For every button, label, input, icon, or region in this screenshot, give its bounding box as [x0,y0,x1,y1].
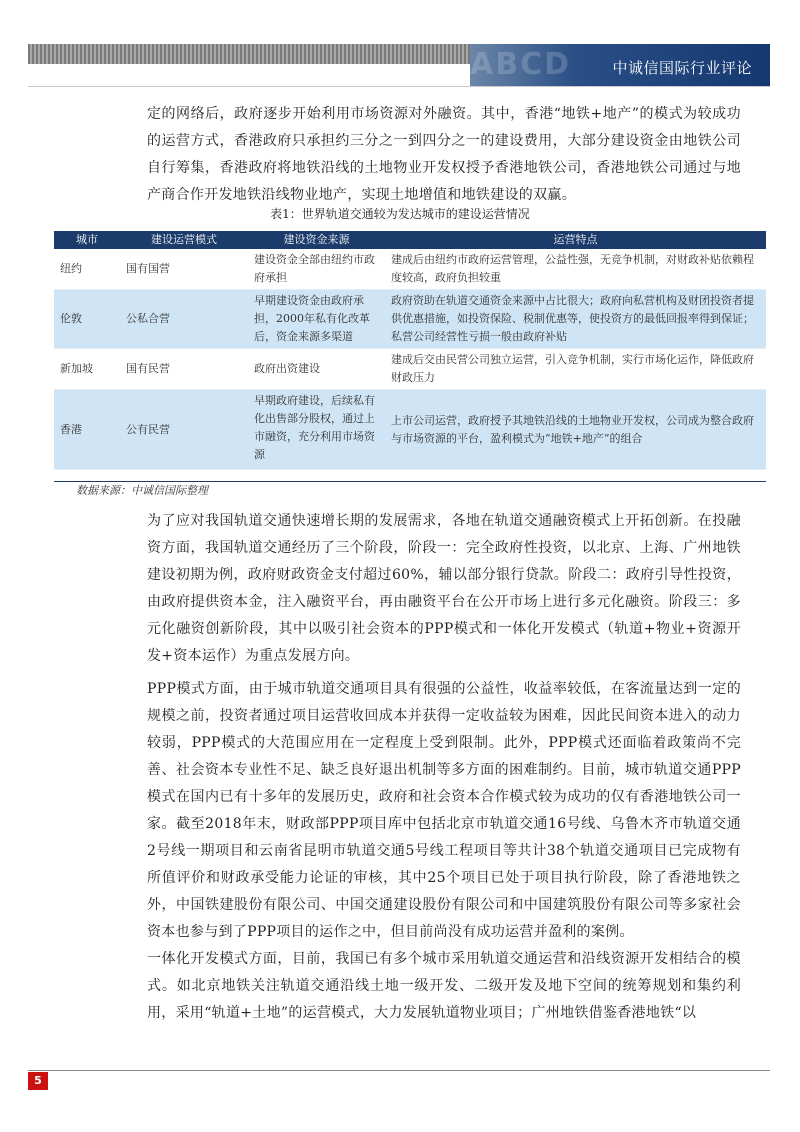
col-header-mode: 建设运营模式 [120,231,248,249]
table-row [54,290,766,349]
col-header-funding: 建设资金来源 [248,231,385,249]
header-decoration: ABCD [470,47,572,82]
col-header-features: 运营特点 [385,231,766,249]
cell-funding: 早期建设资金由政府承担，2000年私有化改革后，资金来源多渠道 [248,290,385,349]
table-caption: 表1：世界轨道交通较为发达城市的建设运营情况 [270,207,530,221]
cell-funding: 建设资金全部由纽约市政府承担 [248,249,385,290]
header-divider [28,86,770,87]
cell-mode: 国有国营 [120,249,248,290]
table-header-row [54,231,766,249]
table-row [54,249,766,290]
cell-features: 建成后交由民营公司独立运营，引入竞争机制，实行市场化运作，降低政府财政压力 [385,349,766,390]
page-number-badge: 5 [28,1072,48,1090]
cell-city: 新加坡 [54,349,120,390]
cell-city: 纽约 [54,249,120,290]
cell-mode: 公私合营 [120,290,248,349]
table-source-note: 数据来源：中诚信国际整理 [76,484,208,497]
header-banner [470,44,770,86]
cell-mode: 国有民营 [120,349,248,390]
paragraph-1: 定的网络后，政府逐步开始利用市场资源对外融资。其中，香港“地铁+地产”的模式为较成功的运营方式，香港政府只承担约三分之一到四分之一的建设费用，大部分建设资金由地铁公司自行筹集，香港政府将地铁沿线的土地物业开发权授予香港地铁公司，香港地铁公司通过与地产商合作开发地铁沿线物业地产，实现土地增值和地铁建设的双赢。 [147,106,741,203]
footer-divider [28,1070,770,1071]
table-row [54,390,766,470]
cell-city: 香港 [54,390,120,470]
cell-features: 上市公司运营，政府授予其地铁沿线的土地物业开发权，公司成为整合政府与市场资源的平台，盈利模式为“地铁+地产”的组合 [385,390,766,470]
cell-funding: 政府出资建设 [248,349,385,390]
cell-city: 伦敦 [54,290,120,349]
cell-funding: 早期政府建设，后续私有化出售部分股权，通过上市融资，充分利用市场资源 [248,390,385,470]
cell-mode: 公有民营 [120,390,248,470]
paragraph-4: 一体化开发模式方面，目前，我国已有多个城市采用轨道交通运营和沿线资源开发相结合的模式。如北京地铁关注轨道交通沿线土地一级开发、二级开发及地下空间的统筹规划和集约利用，采用“轨道+土地”的运营模式，大力发展轨道物业项目；广州地铁借鉴香港地铁“以 [147,951,741,1021]
cell-features: 政府资助在轨道交通资金来源中占比很大；政府向私营机构及财团投资者提供优惠措施，如投资保险、税制优惠等，使投资方的最低回报率得到保证；私营公司经营性亏损一般由政府补贴 [385,290,766,349]
table-row [54,349,766,390]
paragraph-3: PPP模式方面，由于城市轨道交通项目具有很强的公益性，收益率较低，在客流量达到一定的规模之前，投资者通过项目运营收回成本并获得一定收益较为困难，因此民间资本进入的动力较弱，PPP模式的大范围应用在一定程度上受到限制。此外，PPP模式还面临着政策尚不完善、社会资本专业性不足、缺乏良好退出机制等多方面的困难制约。目前，城市轨道交通PPP模式在国内已有十多年的发展历史，政府和社会资本合作模式较为成功的仅有香港地铁公司一家。截至2018年末，财政部PPP项目库中包括北京市轨道交通16号线、乌鲁木齐市轨道交通2号线一期项目和云南省昆明市轨道交通5号线工程项目等共计38个轨道交通项目已完成物有所值评价和财政承受能力论证的审核，其中25个项目已处于项目执行阶段，除了香港地铁之外，中国铁建股份有限公司、中国交通建设股份有限公司和中国建筑股份有限公司等多家社会资本也参与到了PPP项目的运作之中，但目前尚没有成功运营并盈利的案例。 [147,681,741,940]
report-title: 中诚信国际行业评论 [612,59,752,77]
paragraph-2: 为了应对我国轨道交通快速增长期的发展需求，各地在轨道交通融资模式上开拓创新。在投融资方面，我国轨道交通经历了三个阶段，阶段一：完全政府性投资，以北京、上海、广州地铁建设初期为例，政府财政资金支付超过60%，辅以部分银行贷款。阶段二：政府引导性投资，由政府提供资本金，注入融资平台，再由融资平台在公开市场上进行多元化融资。阶段三：多元化融资创新阶段，其中以吸引社会资本的PPP模式和一体化开发模式（轨道+物业+资源开发+资本运作）为重点发展方向。 [147,513,741,664]
cell-features: 建成后由纽约市政府运营管理，公益性强，无竞争机制，对财政补贴依赖程度较高，政府负担较重 [385,249,766,290]
col-header-city: 城市 [54,231,120,249]
city-operation-table [54,231,766,470]
